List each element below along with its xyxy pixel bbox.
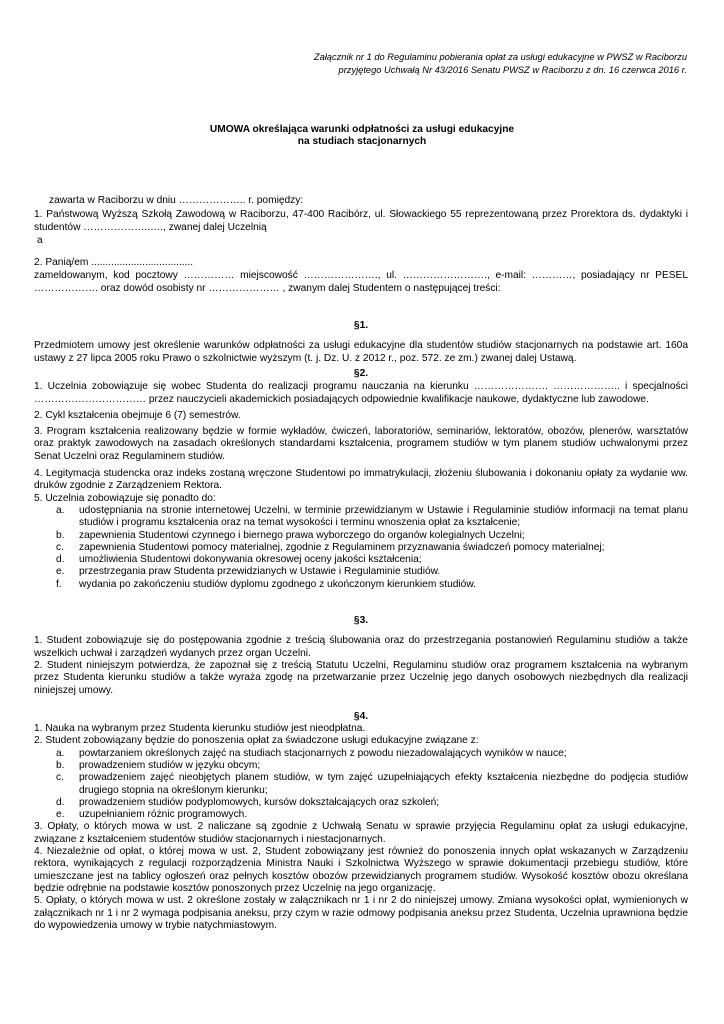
section-2-point-5: 5. Uczelnia zobowiązuje się ponadto do: — [34, 492, 216, 504]
list-item — [34, 772, 688, 797]
section-3-point-1: 1. Student zobowiązuje się do postępowania zgodnie z treścią ślubowania oraz do przestrzegania postanowień Regulaminu studiów a także wszelkich uchwał i zarządzeń wydanych przez organ Uczelni. — [34, 635, 688, 659]
list-item-text: prowadzeniem studiów podyplomowych, kursów dokształcających oraz szkoleń; — [79, 796, 440, 808]
list-item — [34, 797, 688, 809]
conclusion-line: zawarta w Raciborzu w dniu ……………….. r. pomiędzy: — [49, 195, 304, 206]
list-item — [34, 542, 688, 554]
section-2-point-2: 2. Cykl kształcenia obejmuje 6 (7) semestrów. — [34, 409, 241, 421]
document-title — [0, 124, 724, 149]
list-item — [34, 809, 688, 821]
list-item-marker: a. — [56, 747, 65, 759]
list-item-text: umożliwienia Studentowi dokonywania okresowej oceny jakości kształcenia; — [79, 554, 422, 566]
section-2-point-3: 3. Program kształcenia realizowany będzie w formie wykładów, ćwiczeń, laboratoriów, seminariów, lektoratów, obozów, plenerów, warsztatów oraz praktyk zawodowych na zasadach określonych standardami kształcenia, programem studiów w tym planem studiów uchwalonymi przez Senat Uczelni oraz Regulaminem studiów. — [34, 426, 688, 462]
party-2-address: zameldowanym, kod pocztowy …………… miejscowość …………………., ul. ……………………., e-mail: …………, posiadający nr PESEL ………………. oraz dowód osobisty nr ………………… , zwanym dalej Studentem o następującej treści: — [34, 270, 688, 294]
attachment-note — [167, 51, 687, 76]
list-item-marker: f. — [56, 578, 62, 590]
list-item-text: prowadzeniem zajęć nieobjętych planem studiów, w tym zajęć uzupełniających efekty kształcenia niezbędne do podjęcia studiów drugiego stopnia na określonym kierunku; — [79, 772, 688, 796]
section-4-point-3: 3. Opłaty, o których mowa w ust. 2 naliczane są zgodnie z Uchwałą Senatu w sprawie przyjęcia Regulaminu opłat za usługi edukacyjne, związane z kształceniem studentów studiów stacjonarnych i niestacjonarnych. — [34, 821, 688, 845]
list-item-marker: e. — [56, 566, 65, 578]
section-1-text: Przedmiotem umowy jest określenie warunków odpłatności za usługi edukacyjne dla studentów studiów stacjonarnych na podstawie art. 160a ustawy z 27 lipca 2005 roku Prawo o szkolnictwie wyższym (t. j. Dz. U. z 2012 r., poz. 572. ze zm.) zwanej dalej Ustawą. — [34, 340, 688, 364]
section-2-point-1: 1. Uczelnia zobowiązuje się wobec Studenta do realizacji programu nauczania na kierunku …………………. ……………….. i specjalności …………………………… przez nauczycieli akademickich posiadających odpowiednie kwalifikacje naukowe, dydaktyczne lub zawodowe. — [34, 381, 688, 405]
party-2: 2. Panią/em .................................... — [34, 257, 194, 269]
list-item — [34, 505, 688, 530]
list-item-text: udostępniania na stronie internetowej Uczelni, w terminie przewidzianym w Ustawie i Regulaminie studiów informacji na temat planu studiów i programu kształcenia oraz na temat wysokości i terminu wnoszenia opłat za kształcenie; — [79, 504, 688, 529]
list-item-text: powtarzaniem określonych zajęć na studiach stacjonarnych z powodu niezadowalających wyników w nauce; — [79, 747, 567, 759]
section-3-heading: §3. — [353, 615, 369, 627]
list-item-text: przestrzegania praw Studenta przewidzianych w Ustawie i Regulaminie studiów. — [79, 566, 441, 578]
section-2-heading: §2. — [353, 367, 369, 379]
list-item-marker: a. — [56, 504, 65, 516]
document-body — [34, 195, 688, 932]
list-item-marker: c. — [56, 541, 64, 553]
attachment-note-line-1: Załącznik nr 1 do Regulaminu pobierania opłat za usługi edukacyjne w PWSZ w Raciborzu — [313, 52, 687, 62]
section-4-point-4: 4. Niezależnie od opłat, o której mowa w ust. 2, Student zobowiązany jest również do ponoszenia innych opłat wskazanych w Zarządzeniu rektora, wynikających z regulacji rozporządzenia Ministra Nauki i Szkolnictwa Wyższego w sprawie dokumentacji przebiegu studiów, które umieszczane jest na tablicy ogłoszeń oraz pełnych kosztów obozów przewidzianych programem studiów. Wysokość kosztów obozu określana będzie odrębnie na podstawie kosztów ponoszonych przez Uczelnię na jego organizację. — [34, 846, 688, 894]
list-item-text: zapewnienia Studentowi czynnego i biernego prawa wyborczego do organów kolegialnych Uczelni; — [79, 529, 525, 541]
section-4-fees-list — [34, 748, 688, 822]
document-title-line-2: na studiach stacjonarnych — [297, 136, 427, 148]
list-item-marker: d. — [56, 554, 65, 566]
list-item-text: zapewnienia Studentowi pomocy materialnej, zgodnie z Regulaminem przyznawania świadczeń pomocy materialnej; — [79, 541, 605, 553]
list-item — [34, 760, 688, 772]
attachment-note-line-2: przyjętego Uchwałą Nr 43/2016 Senatu PWSZ w Raciborzu z dn. 16 czerwca 2016 r. — [338, 64, 687, 75]
section-1-heading: §1. — [353, 320, 369, 332]
list-item-marker: c. — [56, 772, 64, 784]
list-item-marker: d. — [56, 796, 65, 808]
section-3-point-2: 2. Student niniejszym potwierdza, że zapoznał się z treścią Statutu Uczelni, Regulaminu studiów oraz programem kształcenia na wybranym przez Studenta kierunku studiów a także wyraża zgodę na przetwarzanie przez Uczelnię jego danych osobowych niezbędnych dla realizacji niniejszej umowy. — [34, 659, 688, 696]
list-item — [34, 530, 688, 542]
list-item — [34, 554, 688, 566]
list-item-text: wydania po zakończeniu studiów dyplomu zgodnego z ukończonym kierunkiem studiów. — [79, 578, 476, 590]
list-item — [34, 748, 688, 760]
section-4-point-1: 1. Nauka na wybranym przez Studenta kierunku studiów jest nieodpłatna. — [34, 723, 366, 735]
list-item-marker: b. — [56, 759, 65, 771]
list-item-marker: e. — [56, 809, 65, 821]
list-item-marker: b. — [56, 529, 65, 541]
list-item — [34, 566, 688, 578]
party-1: 1. Państwową Wyższą Szkołą Zawodową w Raciborzu, 47-400 Racibórz, ul. Słowackiego 55 reprezentowaną przez Prorektora ds. dydaktyki i studentów ………………..…., zwanej dalej Uczelnią — [34, 209, 688, 233]
conjunction: a — [37, 234, 43, 246]
list-item — [34, 579, 688, 591]
list-item-text: prowadzeniem studiów w języku obcym; — [79, 759, 261, 771]
section-4-point-5: 5. Opłaty, o których mowa w ust. 2 określone zostały w załącznikach nr 1 i nr 2 do niniejszej umowy. Zmiana wysokości opłat, wymienionych w załącznikach nr 1 i nr 2 wymaga podpisania aneksu, przy czym w razie odmowy podpisania aneksu przez Studenta, Uczelnia uprawniona będzie do wypowiedzenia umowy w trybie natychmiastowym. — [34, 895, 688, 931]
document-title-line-1: UMOWA określająca warunki odpłatności za usługi edukacyjne — [209, 124, 515, 135]
section-4-heading: §4. — [353, 710, 369, 722]
section-4-point-2: 2. Student zobowiązany będzie do ponoszenia opłat za świadczone usługi edukacyjne związane z: — [34, 735, 479, 747]
section-2-obligations-list — [34, 505, 688, 591]
section-2-point-4: 4. Legitymacja studencka oraz indeks zostaną wręczone Studentowi po immatrykulacji, złożeniu ślubowania i dokonaniu opłaty za wydanie ww. druków zgodnie z Zarządzeniem Rektora. — [34, 468, 688, 492]
list-item-text: uzupełnianiem różnic programowych. — [79, 809, 248, 821]
